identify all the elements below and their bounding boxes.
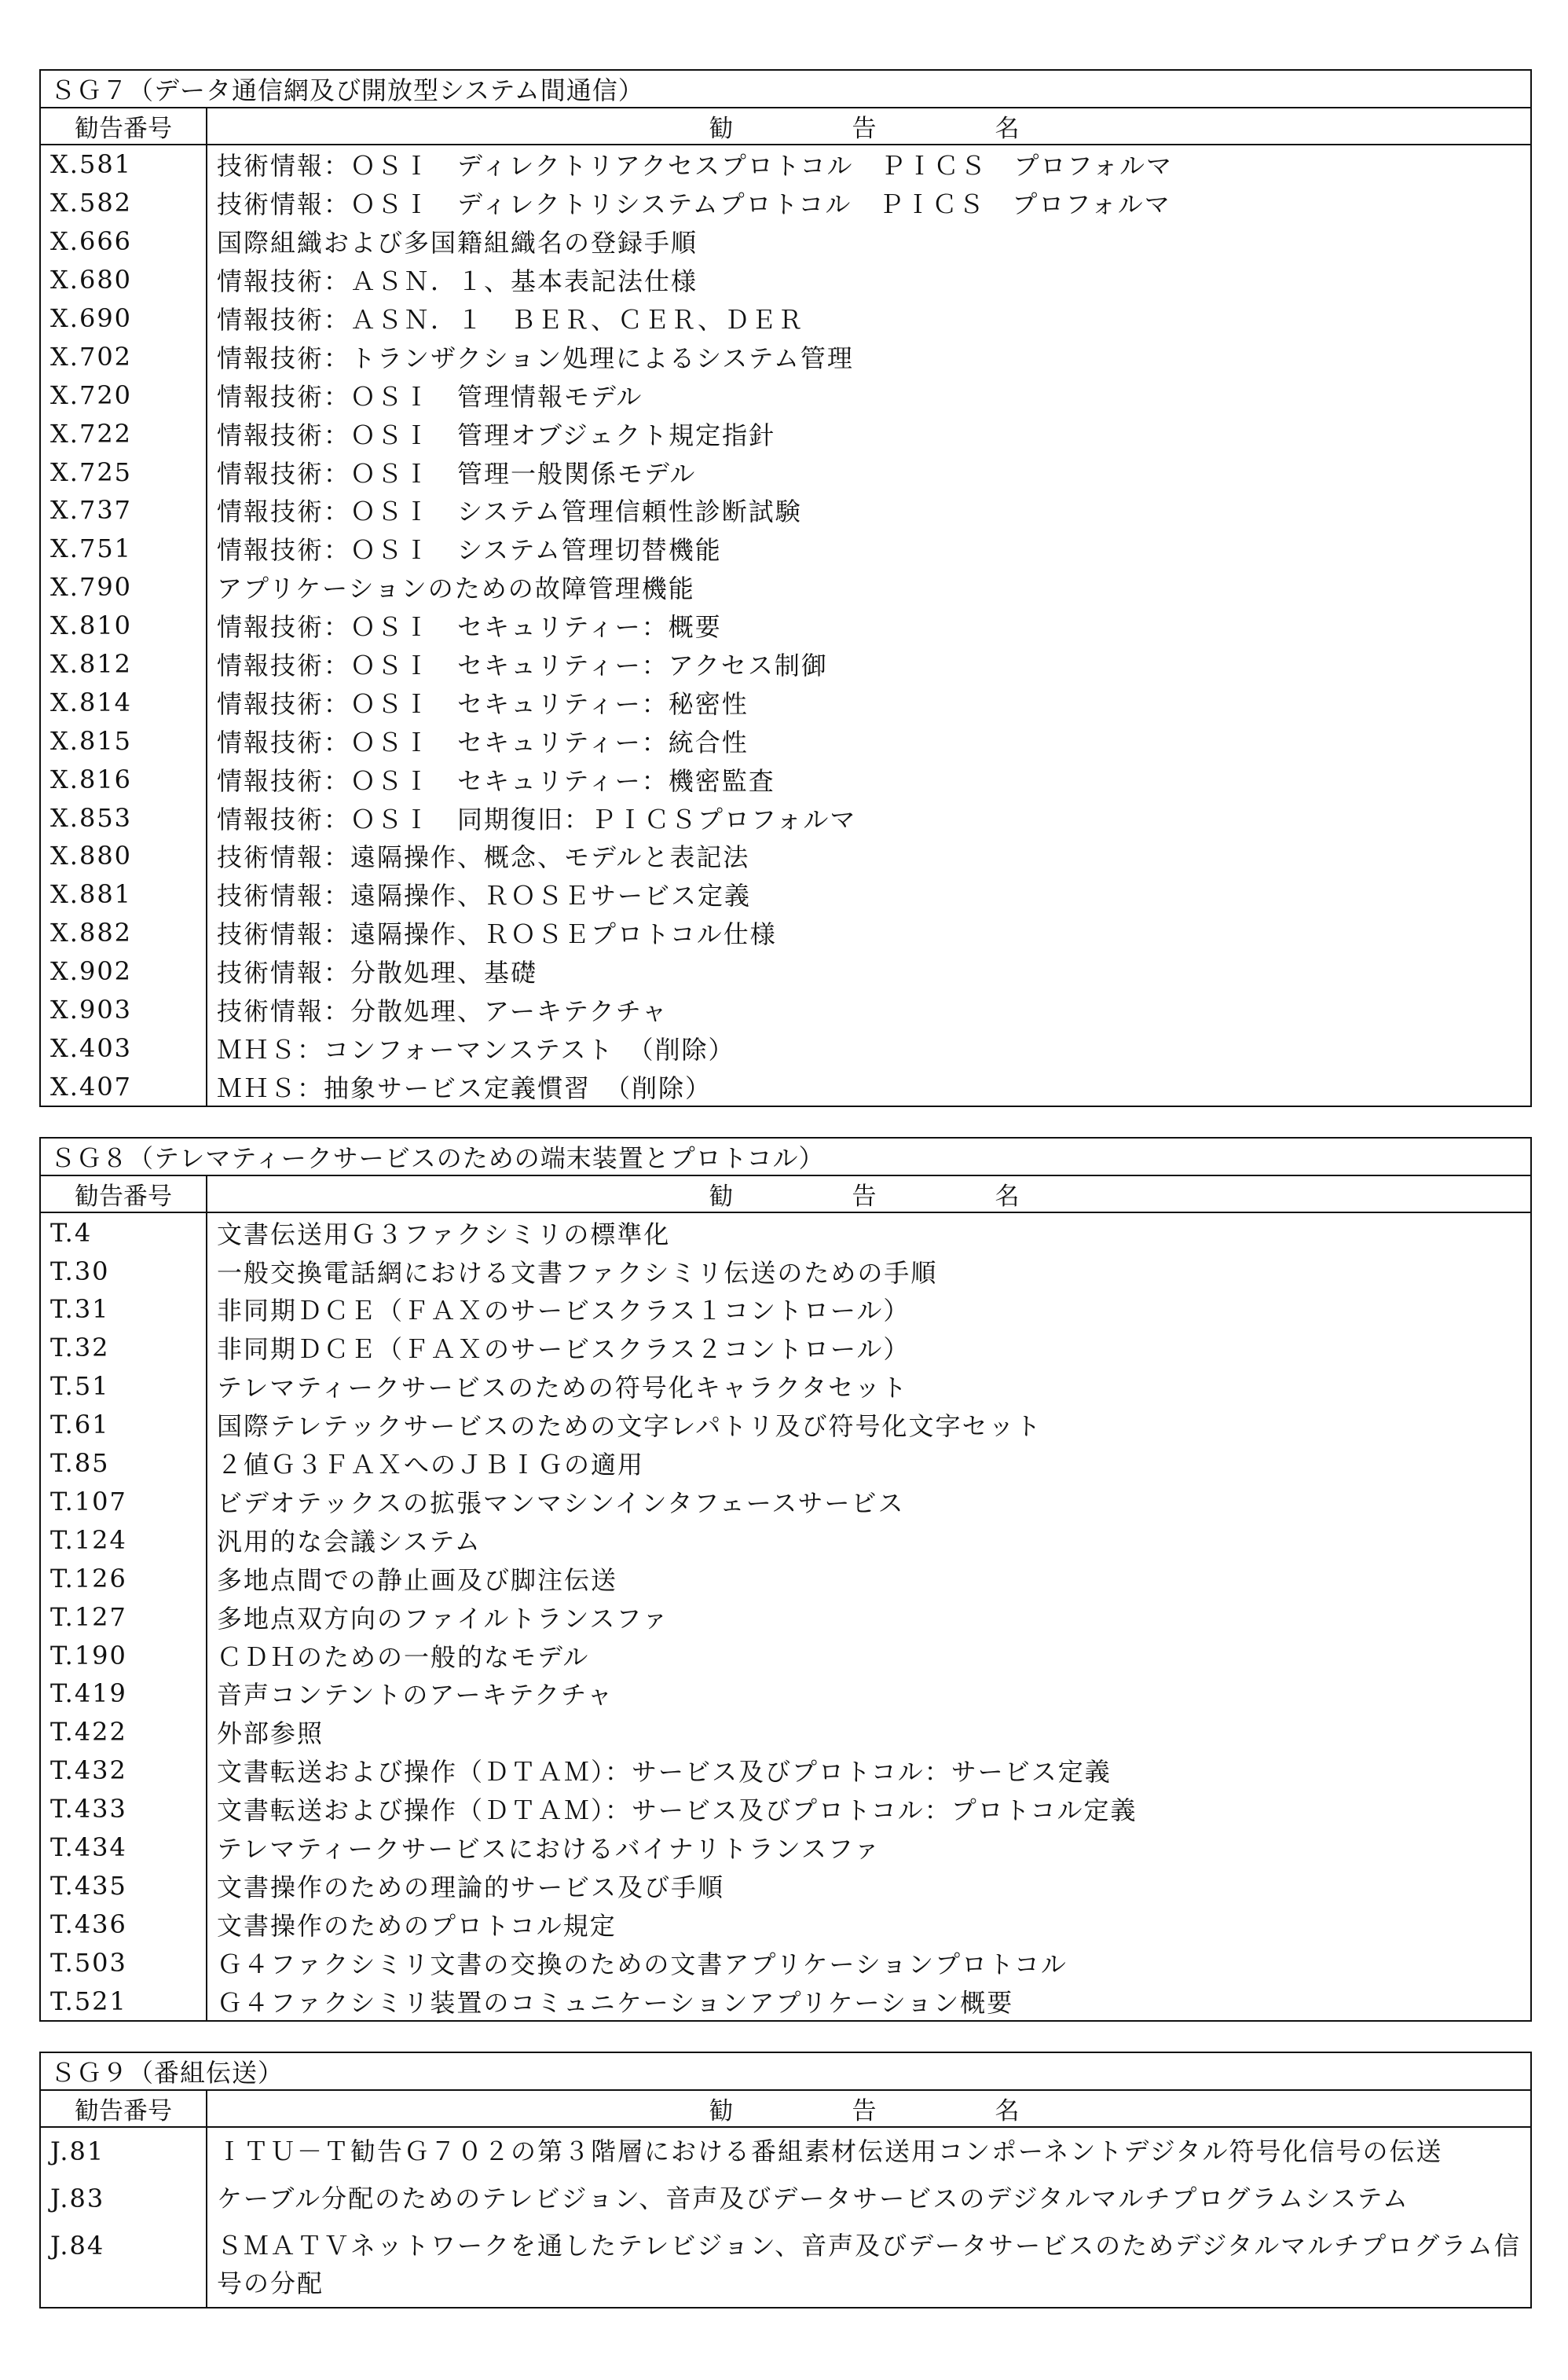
- recommendation-number: T.419: [40, 1674, 207, 1713]
- recommendation-name: 音声コンテントのアーキテクチャ: [207, 1674, 1531, 1713]
- table-row: [40, 837, 1531, 875]
- table-row: [40, 914, 1531, 952]
- table-row: [40, 2175, 1531, 2222]
- recommendation-number: X.881: [40, 875, 207, 914]
- table-row: [40, 1212, 1531, 1252]
- recommendation-name: 文書転送および操作（ＤＴＡＭ）：サービス及びプロトコル：サービス定義: [207, 1751, 1531, 1790]
- recommendation-number: T.85: [40, 1444, 207, 1483]
- recommendation-name: 情報技術：ＯＳＩ システム管理切替機能: [207, 530, 1531, 568]
- recommendation-number: T.521: [40, 1982, 207, 2021]
- recommendation-number: T.422: [40, 1713, 207, 1751]
- recommendation-name: Ｇ４ファクシミリ装置のコミュニケーションアプリケーション概要: [207, 1982, 1531, 2021]
- recommendation-number: T.107: [40, 1483, 207, 1521]
- recommendation-name: 情報技術：ＯＳＩ システム管理信頼性診断試験: [207, 491, 1531, 530]
- recommendation-name: 情報技術：ＯＳＩ セキュリティー：機密監査: [207, 760, 1531, 798]
- table-row: [40, 530, 1531, 568]
- recommendation-number: X.814: [40, 683, 207, 721]
- recommendation-name: ＭＨＳ：コンフォーマンステスト （削除）: [207, 1029, 1531, 1067]
- recommendation-name: 国際テレテックサービスのための文字レパトリ及び符号化文字セット: [207, 1406, 1531, 1444]
- table-row: [40, 1329, 1531, 1367]
- recommendation-number: X.882: [40, 914, 207, 952]
- recommendation-number: X.810: [40, 607, 207, 645]
- recommendation-name: 技術情報：遠隔操作、ＲＯＳＥサービス定義: [207, 875, 1531, 914]
- recommendation-name: 情報技術：ＡＳＮ．１ ＢＥＲ、ＣＥＲ、ＤＥＲ: [207, 299, 1531, 338]
- table-row: [40, 798, 1531, 837]
- column-header-name: 勧 告 名: [207, 2090, 1531, 2127]
- recommendation-name: ＭＨＳ：抽象サービス定義慣習 （削除）: [207, 1067, 1531, 1106]
- recommendation-number: T.32: [40, 1329, 207, 1367]
- table-row: [40, 1828, 1531, 1867]
- table-row: [40, 721, 1531, 760]
- table-row: [40, 1444, 1531, 1483]
- recommendation-number: T.434: [40, 1828, 207, 1867]
- table-row: [40, 760, 1531, 798]
- recommendation-name: 多地点間での静止画及び脚注伝送: [207, 1559, 1531, 1597]
- recommendation-name: 汎用的な会議システム: [207, 1520, 1531, 1559]
- recommendation-name: 情報技術：ＯＳＩ 管理情報モデル: [207, 376, 1531, 414]
- recommendation-number: T.432: [40, 1751, 207, 1790]
- recommendation-number: T.127: [40, 1597, 207, 1636]
- table-row: [40, 1290, 1531, 1329]
- recommendation-name: 情報技術：ＯＳＩ セキュリティー：概要: [207, 607, 1531, 645]
- table-row: [40, 376, 1531, 414]
- table-row: [40, 1406, 1531, 1444]
- section-title: ＳＧ７（データ通信網及び開放型システム間通信）: [40, 70, 1531, 108]
- table-row: [40, 645, 1531, 684]
- recommendation-number: T.61: [40, 1406, 207, 1444]
- recommendation-number: X.751: [40, 530, 207, 568]
- recommendation-number: J.83: [40, 2175, 207, 2222]
- recommendation-name: 技術情報：遠隔操作、概念、モデルと表記法: [207, 837, 1531, 875]
- recommendation-name: 情報技術：ＯＳＩ セキュリティー：アクセス制御: [207, 645, 1531, 684]
- recommendation-number: J.81: [40, 2127, 207, 2175]
- table-row: [40, 1559, 1531, 1597]
- table-row: [40, 875, 1531, 914]
- column-header-number: 勧告番号: [40, 1175, 207, 1212]
- column-header-number: 勧告番号: [40, 108, 207, 145]
- recommendation-number: X.880: [40, 837, 207, 875]
- recommendation-name: テレマティークサービスのための符号化キャラクタセット: [207, 1367, 1531, 1406]
- recommendation-number: X.853: [40, 798, 207, 837]
- recommendation-name: 非同期ＤＣＥ（ＦＡＸのサービスクラス１コントロール）: [207, 1290, 1531, 1329]
- recommendation-name: ビデオテックスの拡張マンマシンインタフェースサービス: [207, 1483, 1531, 1521]
- table-body: [40, 2127, 1531, 2308]
- table-body: [40, 1212, 1531, 2021]
- table-row: [40, 607, 1531, 645]
- recommendation-name: 非同期ＤＣＥ（ＦＡＸのサービスクラス２コントロール）: [207, 1329, 1531, 1367]
- table-row: [40, 1483, 1531, 1521]
- recommendation-name: ＩＴＵ－Ｔ勧告Ｇ７０２の第３階層における番組素材伝送用コンポーネントデジタル符号化信号の伝送: [207, 2127, 1531, 2175]
- recommendation-name: 文書転送および操作（ＤＴＡＭ）：サービス及びプロトコル：プロトコル定義: [207, 1790, 1531, 1828]
- recommendation-number: T.433: [40, 1790, 207, 1828]
- recommendation-number: X.680: [40, 261, 207, 299]
- recommendation-name: 技術情報：分散処理、基礎: [207, 952, 1531, 991]
- recommendation-name: アプリケーションのための故障管理機能: [207, 568, 1531, 607]
- table-row: [40, 1943, 1531, 1982]
- recommendation-number: X.403: [40, 1029, 207, 1067]
- recommendation-name: 外部参照: [207, 1713, 1531, 1751]
- table-row: [40, 1067, 1531, 1106]
- recommendation-name: Ｇ４ファクシミリ文書の交換のための文書アプリケーションプロトコル: [207, 1943, 1531, 1982]
- recommendation-number: T.30: [40, 1252, 207, 1290]
- recommendation-name: テレマティークサービスにおけるバイナリトランスファ: [207, 1828, 1531, 1867]
- table-row: [40, 2222, 1531, 2308]
- recommendation-number: X.737: [40, 491, 207, 530]
- recommendation-name: ＣＤＨのための一般的なモデル: [207, 1636, 1531, 1674]
- table-row: [40, 1597, 1531, 1636]
- table-row: [40, 1866, 1531, 1905]
- recommendation-number: X.790: [40, 568, 207, 607]
- table-row: [40, 991, 1531, 1029]
- table-row: [40, 683, 1531, 721]
- table-row: [40, 1636, 1531, 1674]
- recommendation-name: 情報技術：トランザクション処理によるシステム管理: [207, 337, 1531, 376]
- table-row: [40, 1982, 1531, 2021]
- recommendation-name: 文書伝送用Ｇ３ファクシミリの標準化: [207, 1212, 1531, 1252]
- recommendation-number: X.407: [40, 1067, 207, 1106]
- recommendation-number: X.582: [40, 184, 207, 222]
- table-row: [40, 2127, 1531, 2175]
- recommendation-number: T.51: [40, 1367, 207, 1406]
- table-body: [40, 145, 1531, 1106]
- section-title: ＳＧ９（番組伝送）: [40, 2052, 1531, 2090]
- table-row: [40, 1713, 1531, 1751]
- document-page: [39, 69, 1532, 2338]
- recommendation-number: X.903: [40, 991, 207, 1029]
- table-row: [40, 952, 1531, 991]
- table-row: [40, 261, 1531, 299]
- recommendation-number: X.702: [40, 337, 207, 376]
- recommendation-number: X.816: [40, 760, 207, 798]
- recommendation-name: 文書操作のためのプロトコル規定: [207, 1905, 1531, 1943]
- recommendation-number: X.581: [40, 145, 207, 184]
- recommendation-name: 技術情報：遠隔操作、ＲＯＳＥプロトコル仕様: [207, 914, 1531, 952]
- sg8-table: [39, 1137, 1532, 2022]
- recommendation-number: X.666: [40, 222, 207, 261]
- column-header-name: 勧 告 名: [207, 1175, 1531, 1212]
- table-row: [40, 1751, 1531, 1790]
- recommendation-number: X.690: [40, 299, 207, 338]
- recommendation-number: X.720: [40, 376, 207, 414]
- section-title: ＳＧ８（テレマティークサービスのための端末装置とプロトコル）: [40, 1138, 1531, 1175]
- recommendation-number: T.503: [40, 1943, 207, 1982]
- recommendation-name: ２値Ｇ３ＦＡＸへのＪＢＩＧの適用: [207, 1444, 1531, 1483]
- table-row: [40, 1029, 1531, 1067]
- recommendation-name: 情報技術：ＯＳＩ セキュリティー：秘密性: [207, 683, 1531, 721]
- recommendation-name: 情報技術：ＡＳＮ．１、基本表記法仕様: [207, 261, 1531, 299]
- recommendation-name: 技術情報：ＯＳＩ ディレクトリアクセスプロトコル ＰＩＣＳ プロフォルマ: [207, 145, 1531, 184]
- recommendation-number: T.126: [40, 1559, 207, 1597]
- recommendation-name: 情報技術：ＯＳＩ 管理オブジェクト規定指針: [207, 414, 1531, 453]
- recommendation-number: X.722: [40, 414, 207, 453]
- column-header-name: 勧 告 名: [207, 108, 1531, 145]
- recommendation-number: X.725: [40, 453, 207, 491]
- recommendation-number: T.124: [40, 1520, 207, 1559]
- recommendation-name: 情報技術：ＯＳＩ セキュリティー：統合性: [207, 721, 1531, 760]
- recommendation-name: 国際組織および多国籍組織名の登録手順: [207, 222, 1531, 261]
- table-row: [40, 568, 1531, 607]
- table-row: [40, 1905, 1531, 1943]
- recommendation-number: X.812: [40, 645, 207, 684]
- recommendation-number: X.815: [40, 721, 207, 760]
- recommendation-number: J.84: [40, 2222, 207, 2308]
- recommendation-name: 一般交換電話網における文書ファクシミリ伝送のための手順: [207, 1252, 1531, 1290]
- table-row: [40, 1520, 1531, 1559]
- table-row: [40, 1790, 1531, 1828]
- recommendation-number: T.4: [40, 1212, 207, 1252]
- recommendation-name: ケーブル分配のためのテレビジョン、音声及びデータサービスのデジタルマルチプログラムシステム: [207, 2175, 1531, 2222]
- recommendation-name: 技術情報：ＯＳＩ ディレクトリシステムプロトコル ＰＩＣＳ プロフォルマ: [207, 184, 1531, 222]
- recommendation-number: X.902: [40, 952, 207, 991]
- recommendation-number: T.436: [40, 1905, 207, 1943]
- recommendation-name: ＳＭＡＴＶネットワークを通したテレビジョン、音声及びデータサービスのためデジタルマルチプログラム信号の分配: [207, 2222, 1531, 2308]
- column-header-number: 勧告番号: [40, 2090, 207, 2127]
- recommendation-name: 多地点双方向のファイルトランスファ: [207, 1597, 1531, 1636]
- table-row: [40, 299, 1531, 338]
- recommendation-number: T.31: [40, 1290, 207, 1329]
- table-row: [40, 184, 1531, 222]
- sg7-table: [39, 69, 1532, 1107]
- table-row: [40, 1367, 1531, 1406]
- table-row: [40, 414, 1531, 453]
- table-row: [40, 491, 1531, 530]
- table-row: [40, 222, 1531, 261]
- recommendation-number: T.435: [40, 1866, 207, 1905]
- recommendation-name: 情報技術：ＯＳＩ 管理一般関係モデル: [207, 453, 1531, 491]
- recommendation-name: 情報技術：ＯＳＩ 同期復旧：ＰＩＣＳプロフォルマ: [207, 798, 1531, 837]
- recommendation-name: 文書操作のための理論的サービス及び手順: [207, 1866, 1531, 1905]
- recommendation-number: T.190: [40, 1636, 207, 1674]
- table-row: [40, 1252, 1531, 1290]
- table-row: [40, 453, 1531, 491]
- table-row: [40, 337, 1531, 376]
- sg9-table: [39, 2052, 1532, 2308]
- table-row: [40, 1674, 1531, 1713]
- table-row: [40, 145, 1531, 184]
- recommendation-name: 技術情報：分散処理、アーキテクチャ: [207, 991, 1531, 1029]
